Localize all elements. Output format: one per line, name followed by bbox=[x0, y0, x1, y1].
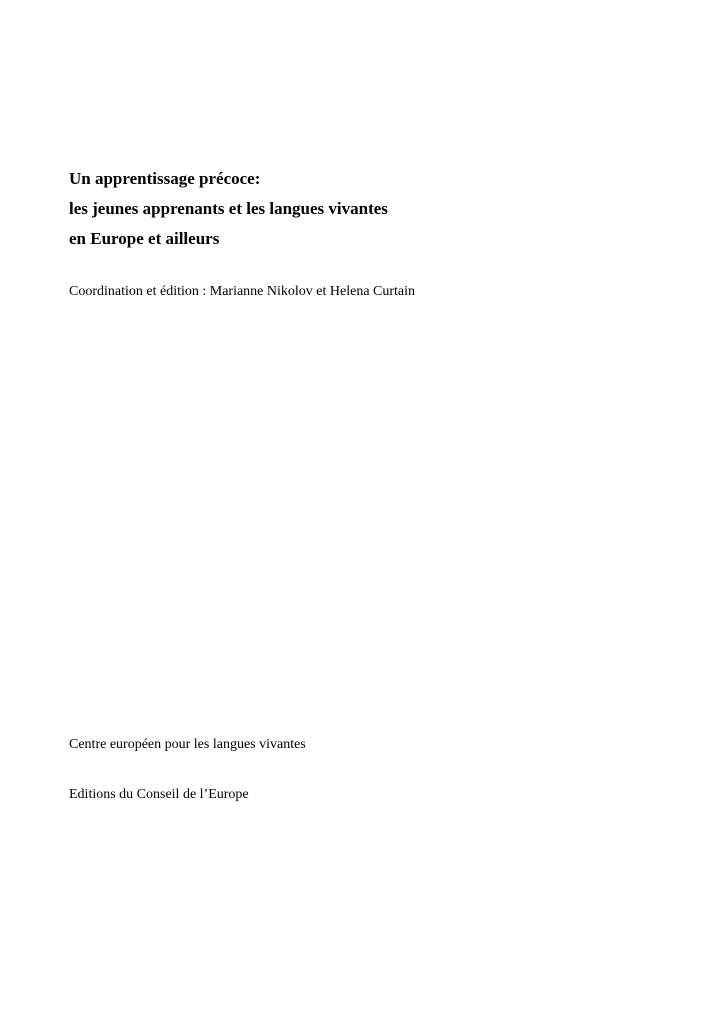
editors-credit: Coordination et édition : Marianne Nikolov et Helena Curtain bbox=[69, 284, 416, 299]
document-title bbox=[69, 164, 669, 254]
title-line-3: en Europe et ailleurs bbox=[69, 229, 220, 248]
publisher-editions: Editions du Conseil de l’Europe bbox=[69, 787, 249, 802]
title-line-2: les jeunes apprenants et les langues vivantes bbox=[69, 199, 388, 218]
title-line-1: Un apprentissage précoce: bbox=[69, 169, 261, 188]
publisher-centre: Centre européen pour les langues vivantes bbox=[69, 737, 306, 752]
